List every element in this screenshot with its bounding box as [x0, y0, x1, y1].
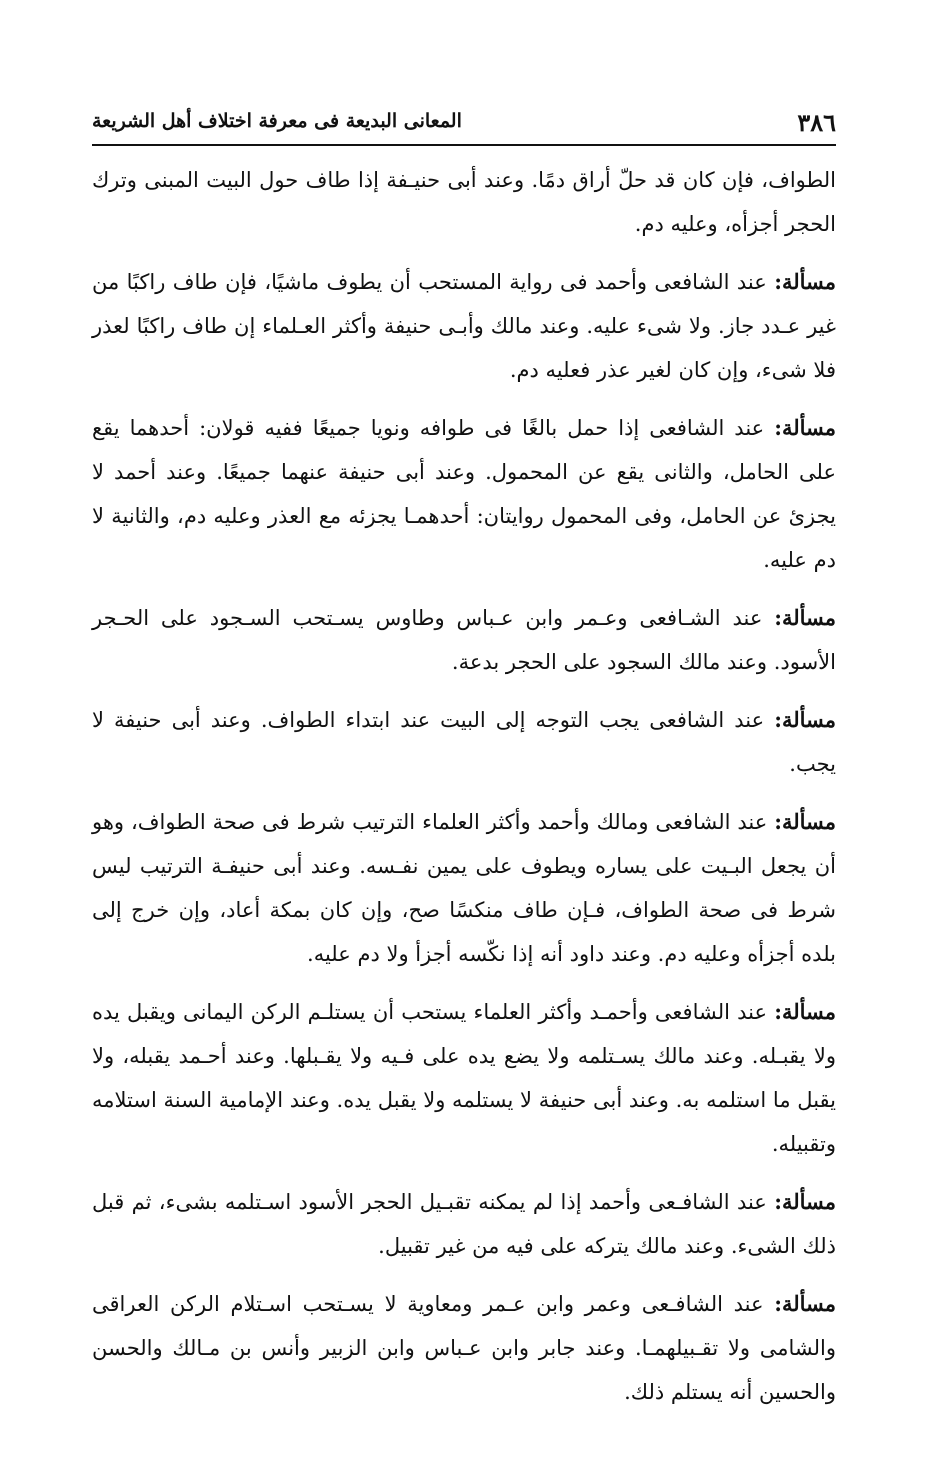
paragraph-text: عند الشافعى ومالك وأحمد وأكثر العلماء الترتيب شرط فى صحة الطواف، وهو أن يجعل البـيت على يساره ويطوف على يمين نفـسه. وعند أبى حنيفـة الترتيب ليس شرط فى صحة الطواف، فـإن طاف منكسًا صح، وإن كان بمكة أعاد، وإن خرج إلى بلده أجزأه وعليه دم. وعند داود أنه إذا نكّسه أجزأ ولا دم عليه.: [92, 810, 836, 966]
page-header: [92, 104, 836, 146]
masala-label: مسألة:: [774, 707, 836, 732]
masala-label: مسألة:: [774, 1189, 836, 1214]
paragraph: [92, 596, 836, 684]
masala-label: مسألة:: [774, 415, 836, 440]
paragraph: [92, 800, 836, 976]
page-number: ٣٨٦: [797, 108, 836, 137]
paragraph-text: عند الشافعى وأحمـد وأكثر العلماء يستحب أن يستلـم الركن اليمانى ويقبل يده ولا يقبـله. وعند مالك يسـتلمه ولا يضع يده على فـيه ولا يقـبلها. وعند أحـمد يقبله، ولا يقبل ما استلمه به. وعند أبى حنيفة لا يستلمه ولا يقبل يده. وعند الإمامية السنة استلامه وتقبيله.: [92, 1000, 836, 1156]
paragraph-text: عند الشافعى إذا حمل بالغًا فى طوافه ونويا جميعًا ففيه قولان: أحدهما يقع على الحامل، والثانى يقع عن المحمول. وعند أبى حنيفة عنهما جميعًا. وعند أحمد لا يجزئ عن الحامل، وفى المحمول روايتان: أحدهمـا يجزئه مع العذر وعليه دم، والثانية لا دم عليه.: [92, 416, 836, 572]
main-text: [92, 158, 836, 1428]
paragraph-text: عند الشـافعى وعـمر وابن عـباس وطاوس يسـتحب السـجود على الحـجر الأسود. وعند مالك السجود على الحجر بدعة.: [92, 606, 836, 674]
paragraph: [92, 406, 836, 582]
masala-label: مسألة:: [774, 999, 836, 1024]
paragraph-text: عند الشافعى وأحمد فى رواية المستحب أن يطوف ماشيًا، فإن طاف راكبًا من غير عـدد جاز. ولا شىء عليه. وعند مالك وأبـى حنيفة وأكثر العـلماء إن طاف راكبًا لعذر فلا شىء، وإن كان لغير عذر فعليه دم.: [92, 270, 836, 382]
paragraph: [92, 1282, 836, 1414]
paragraph: [92, 260, 836, 392]
paragraph: [92, 990, 836, 1166]
paragraph-text: عند الشافـعى وأحمد إذا لم يمكنه تقبـيل الحجر الأسود اسـتلمه بشىء، ثم قبل ذلك الشىء. وعند مالك يتركه على فيه من غير تقبيل.: [92, 1190, 836, 1258]
paragraph-text: عند الشافعى يجب التوجه إلى البيت عند ابتداء الطواف. وعند أبى حنيفة لا يجب.: [92, 708, 836, 776]
running-title: المعانى البديعة فى معرفة اختلاف أهل الشريعة: [92, 110, 462, 132]
masala-label: مسألة:: [774, 1291, 836, 1316]
paragraph: [92, 698, 836, 786]
masala-label: مسألة:: [774, 809, 836, 834]
masala-label: مسألة:: [774, 269, 836, 294]
paragraph: [92, 1180, 836, 1268]
paragraph-text: عند الشافـعى وعمر وابن عـمر ومعاوية لا يسـتحب اسـتلام الركن العراقى والشامى ولا تقـبيلهمـا. وعند جابر وابن عـباس وابن الزبير وأنس بن مـالك والحسن والحسين أنه يستلم ذلك.: [92, 1292, 836, 1404]
paragraph-text: الطواف، فإن كان قد حلّ أراق دمًا. وعند أبى حنيـفة إذا طاف حول البيت المبنى وترك الحجر أجزأه، وعليه دم.: [92, 168, 836, 236]
paragraph: [92, 158, 836, 246]
masala-label: مسألة:: [774, 605, 836, 630]
